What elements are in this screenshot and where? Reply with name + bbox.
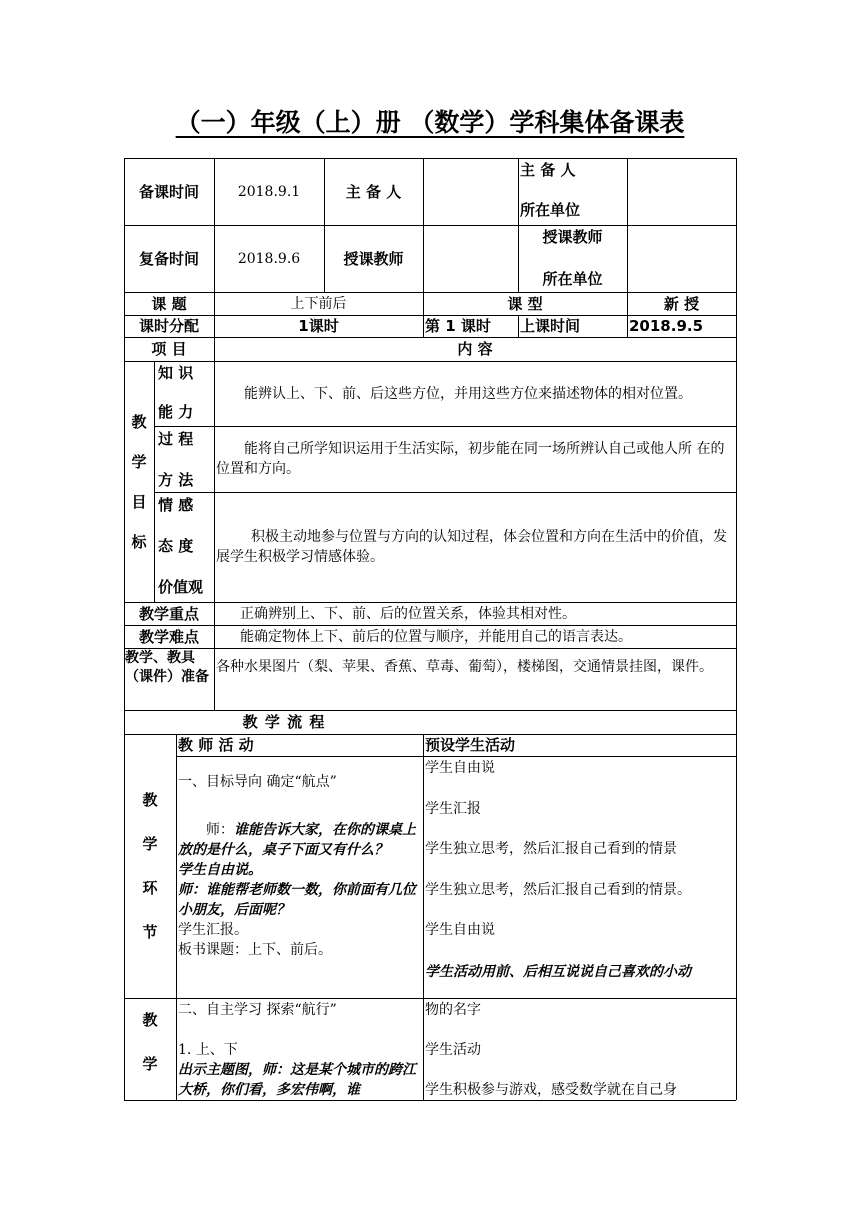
goal-sub-line: 方 法 — [158, 471, 194, 489]
flow-label-char: 学 — [142, 835, 158, 853]
content-label: 内 容 — [457, 340, 493, 358]
type-value: 新 授 — [663, 294, 700, 313]
teacher-unit-line-1: 授课教师 — [542, 228, 603, 246]
teacher-prefix: 师： — [206, 822, 234, 838]
prep-time-label: 备课时间 — [138, 182, 199, 201]
difficulty-text: 能确定物体上下、前后的位置与顺序，并能用自己的语言表达。 — [240, 628, 632, 645]
student-answer-2: 学生汇报。 — [178, 922, 248, 938]
goal-text-knowledge — [216, 361, 734, 426]
goal-text-emotion — [216, 492, 734, 602]
flow-label-char: 学 — [142, 1055, 158, 1073]
student-line: 学生独立思考，然后汇报自己看到的情景。 — [425, 882, 691, 898]
item-label: 项 目 — [151, 340, 187, 358]
student-activity-header: 预设学生活动 — [425, 736, 516, 754]
teacher-question-1 — [178, 820, 420, 860]
class-time-value: 2018.9.5 — [629, 317, 704, 335]
flow-label-char: 节 — [142, 923, 158, 941]
section-title: 一、目标导向 确定“航点” — [178, 774, 337, 790]
student-line: 学生自由说 — [425, 760, 495, 776]
teacher-activity-2 — [178, 998, 420, 1100]
goal-text: 能将自己所学知识运用于生活实际，初步能在同一场所辨认自己或他人所 在的位置和方向。 — [216, 441, 725, 477]
goal-sub-line: 过 程 — [158, 430, 194, 448]
flow-label-char: 环 — [142, 879, 158, 897]
flow-label-char: 教 — [142, 791, 158, 809]
goals-label-char: 教 — [131, 412, 147, 431]
student-line: 学生自由说 — [425, 922, 495, 938]
flow-label — [124, 734, 176, 998]
main-prep-value[interactable] — [423, 158, 518, 225]
main-prep-unit-line-1: 主 备 人 — [520, 161, 576, 179]
goal-sub-process — [158, 429, 214, 492]
teacher-unit-value[interactable] — [627, 225, 736, 292]
topic-value: 上下前后 — [290, 295, 347, 312]
flow-label-char: 教 — [142, 1011, 158, 1029]
goals-label-char: 标 — [131, 532, 147, 551]
key-point-text: 正确辨别上、下、前、后的位置关系，体验其相对性。 — [240, 605, 576, 622]
student-line: 物的名字 — [425, 1002, 481, 1018]
student-line: 学生活动 — [425, 1042, 481, 1058]
teacher-unit-label — [518, 227, 627, 291]
goal-sub-knowledge — [158, 363, 214, 426]
goal-sub-line: 情 感 — [158, 496, 194, 514]
topic-label: 课 题 — [151, 294, 187, 313]
materials-text: 各种水果图片（梨、苹果、香蕉、草毒、葡萄），楼梯图，交通情景挂图，课件。 — [216, 659, 713, 675]
goals-label — [124, 361, 154, 602]
teacher-question-text: 谁能告诉大家，在你的课桌上放的是什么，桌子下面又有什么？ — [178, 822, 416, 858]
prep-time-value: 2018.9.1 — [237, 183, 301, 200]
review-time-value: 2018.9.6 — [237, 250, 301, 267]
section-title: 二、自主学习 探索“航行” — [178, 1002, 337, 1018]
teacher-question-2: 师：谁能帮老师数一数，你前面有几位小朋友，后面呢？ — [178, 882, 416, 918]
goal-sub-line: 价值观 — [158, 578, 204, 596]
teacher-value[interactable] — [423, 225, 518, 292]
teacher-instruction: 出示主题图，师：这是某个城市的跨江大桥，你们看，多宏伟啊，谁 — [178, 1062, 416, 1098]
goal-text: 积极主动地参与位置与方向的认知过程，体会位置和方向在生活中的价值，发展学生积极学习情感体验。 — [216, 529, 727, 565]
period-value: 1课时 — [298, 317, 339, 335]
goal-text: 能辨认上、下、前、后这些方位，并用这些方位来描述物体的相对位置。 — [244, 385, 692, 402]
goal-sub-line: 态 度 — [158, 537, 194, 555]
key-point-label: 教学重点 — [138, 604, 199, 623]
main-prep-unit-label — [520, 160, 625, 224]
main-prep-label: 主 备 人 — [345, 182, 402, 201]
period-label: 课时分配 — [138, 317, 199, 335]
student-line: 学生汇报 — [425, 801, 481, 817]
main-prep-unit-line-2: 所在单位 — [520, 201, 581, 219]
materials-label: 教学、教具（课件）准备 — [125, 650, 209, 685]
student-answer-1: 学生自由说。 — [178, 862, 262, 878]
teacher-activity-1 — [178, 756, 420, 998]
teacher-label: 授课教师 — [343, 249, 404, 268]
goal-sub-emotion — [158, 495, 214, 602]
type-label: 课 型 — [507, 294, 543, 313]
section-item: 1. 上、下 — [178, 1042, 238, 1058]
flow-label-2 — [124, 998, 176, 1100]
teacher-unit-line-2: 所在单位 — [542, 270, 603, 288]
period-num: 第 1 课时 — [425, 317, 491, 335]
page-title: （一）年级（上）册 （数学）学科集体备课表 — [175, 108, 685, 137]
student-activity-1 — [425, 756, 735, 998]
student-activity-2 — [425, 998, 735, 1100]
goals-label-char: 学 — [131, 452, 147, 471]
difficulty-label: 教学难点 — [138, 627, 199, 646]
goal-text-process — [216, 426, 734, 492]
goal-sub-line: 知 识 — [158, 364, 194, 382]
student-line: 学生独立思考，然后汇报自己看到的情景 — [425, 841, 677, 857]
board-title: 板书课题：上下、前后。 — [178, 942, 332, 958]
review-time-label: 复备时间 — [138, 249, 199, 268]
class-time-label: 上课时间 — [520, 317, 581, 335]
goal-sub-line: 能 力 — [158, 403, 194, 421]
main-prep-unit-value[interactable] — [627, 158, 736, 225]
teacher-activity-header: 教 师 活 动 — [178, 736, 254, 754]
student-line: 学生积极参与游戏，感受数学就在自己身 — [425, 1082, 677, 1098]
student-line: 学生活动用前、后相互说说自己喜欢的小动 — [425, 964, 691, 980]
goals-label-char: 目 — [131, 492, 147, 511]
flow-title: 教 学 流 程 — [242, 713, 326, 731]
